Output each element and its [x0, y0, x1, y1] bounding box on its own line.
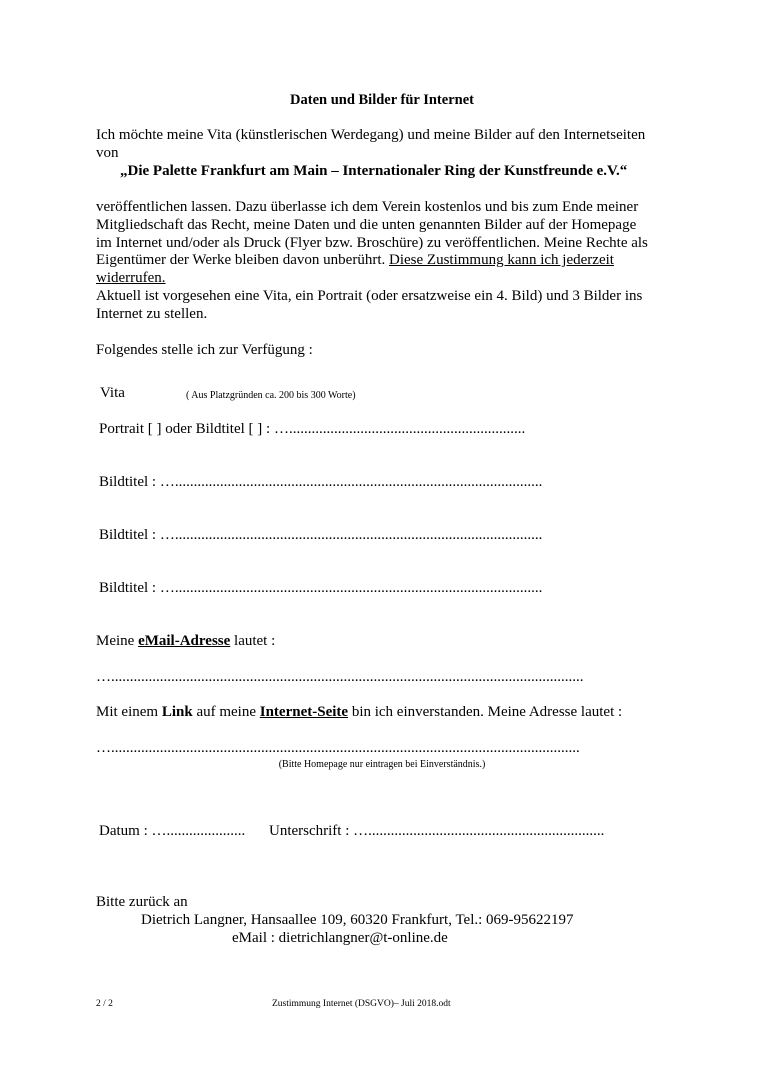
body-line-1: veröffentlichen lassen. Dazu überlasse ich dem Verein kostenlos und bis zum Ende meiner — [96, 199, 639, 215]
bildtitel-field-2[interactable]: Bildtitel : ….................................................................................................. — [99, 527, 543, 543]
intro-line-1: Ich möchte meine Vita (künstlerischen Werdegang) und meine Bilder auf den Internetseiten — [96, 127, 646, 143]
vita-note: ( Aus Platzgründen ca. 200 bis 300 Worte) — [186, 390, 356, 401]
page-number: 2 / 2 — [96, 999, 113, 1009]
bildtitel-field-3[interactable]: Bildtitel : ….................................................................................................. — [99, 580, 543, 596]
intro-line-2: von — [96, 145, 119, 161]
website-field[interactable]: …............................................................................................................................. — [96, 740, 580, 756]
email-label — [96, 632, 275, 650]
return-email: eMail : dietrichlangner@t-online.de — [232, 930, 448, 946]
return-label: Bitte zurück an — [96, 894, 188, 910]
body-line-4-text: Eigentümer der Werke bleiben davon unberührt. — [96, 252, 389, 268]
body-line-3: im Internet und/oder als Druck (Flyer bzw. Broschüre) zu veröffentlichen. Meine Rechte als — [96, 235, 648, 251]
link-label-part-2: auf meine — [192, 704, 260, 720]
return-address: Dietrich Langner, Hansaallee 109, 60320 Frankfurt, Tel.: 069-95622197 — [141, 912, 574, 928]
body-line-4 — [96, 251, 614, 269]
internet-page-label: Internet-Seite — [259, 704, 349, 720]
footer-filename: Zustimmung Internet (DSGVO)– Juli 2018.odt — [272, 999, 451, 1009]
body-line-2: Mitgliedschaft das Recht, meine Daten und die unten genannten Bilder auf der Homepage — [96, 217, 637, 233]
organization-name: „Die Palette Frankfurt am Main – Internationaler Ring der Kunstfreunde e.V.“ — [120, 163, 628, 179]
portrait-field[interactable]: Portrait [ ] oder Bildtitel [ ] : …............................................................... — [99, 421, 526, 437]
link-label — [96, 703, 622, 721]
body-line-6: Aktuell ist vorgesehen eine Vita, ein Portrait (oder ersatzweise ein 4. Bild) und 3 Bilder ins — [96, 288, 643, 304]
vita-label: Vita — [100, 385, 125, 401]
email-label-suffix: lautet : — [230, 633, 276, 649]
email-field[interactable]: ….............................................................................................................................. — [96, 669, 584, 685]
provide-label: Folgendes stelle ich zur Verfügung : — [96, 342, 313, 358]
signature-field[interactable]: Unterschrift : …............................................................... — [269, 823, 605, 839]
website-note: (Bitte Homepage nur eintragen bei Einverständnis.) — [278, 759, 486, 770]
page-title: Daten und Bilder für Internet — [290, 92, 474, 108]
link-label-bold: Link — [161, 704, 193, 720]
link-label-part-3: bin ich einverstanden. Meine Adresse lautet : — [348, 704, 623, 720]
revocation-notice: Diese Zustimmung kann ich jederzeit — [389, 252, 614, 268]
body-line-7: Internet zu stellen. — [96, 306, 208, 322]
revocation-notice-end: widerrufen. — [96, 270, 166, 286]
link-label-part-1: Mit einem — [96, 704, 162, 720]
email-label-bold: eMail-Adresse — [138, 633, 231, 649]
date-field[interactable]: Datum : …..................... — [99, 823, 246, 839]
email-label-prefix: Meine — [96, 633, 139, 649]
bildtitel-field-1[interactable]: Bildtitel : ….................................................................................................. — [99, 474, 543, 490]
